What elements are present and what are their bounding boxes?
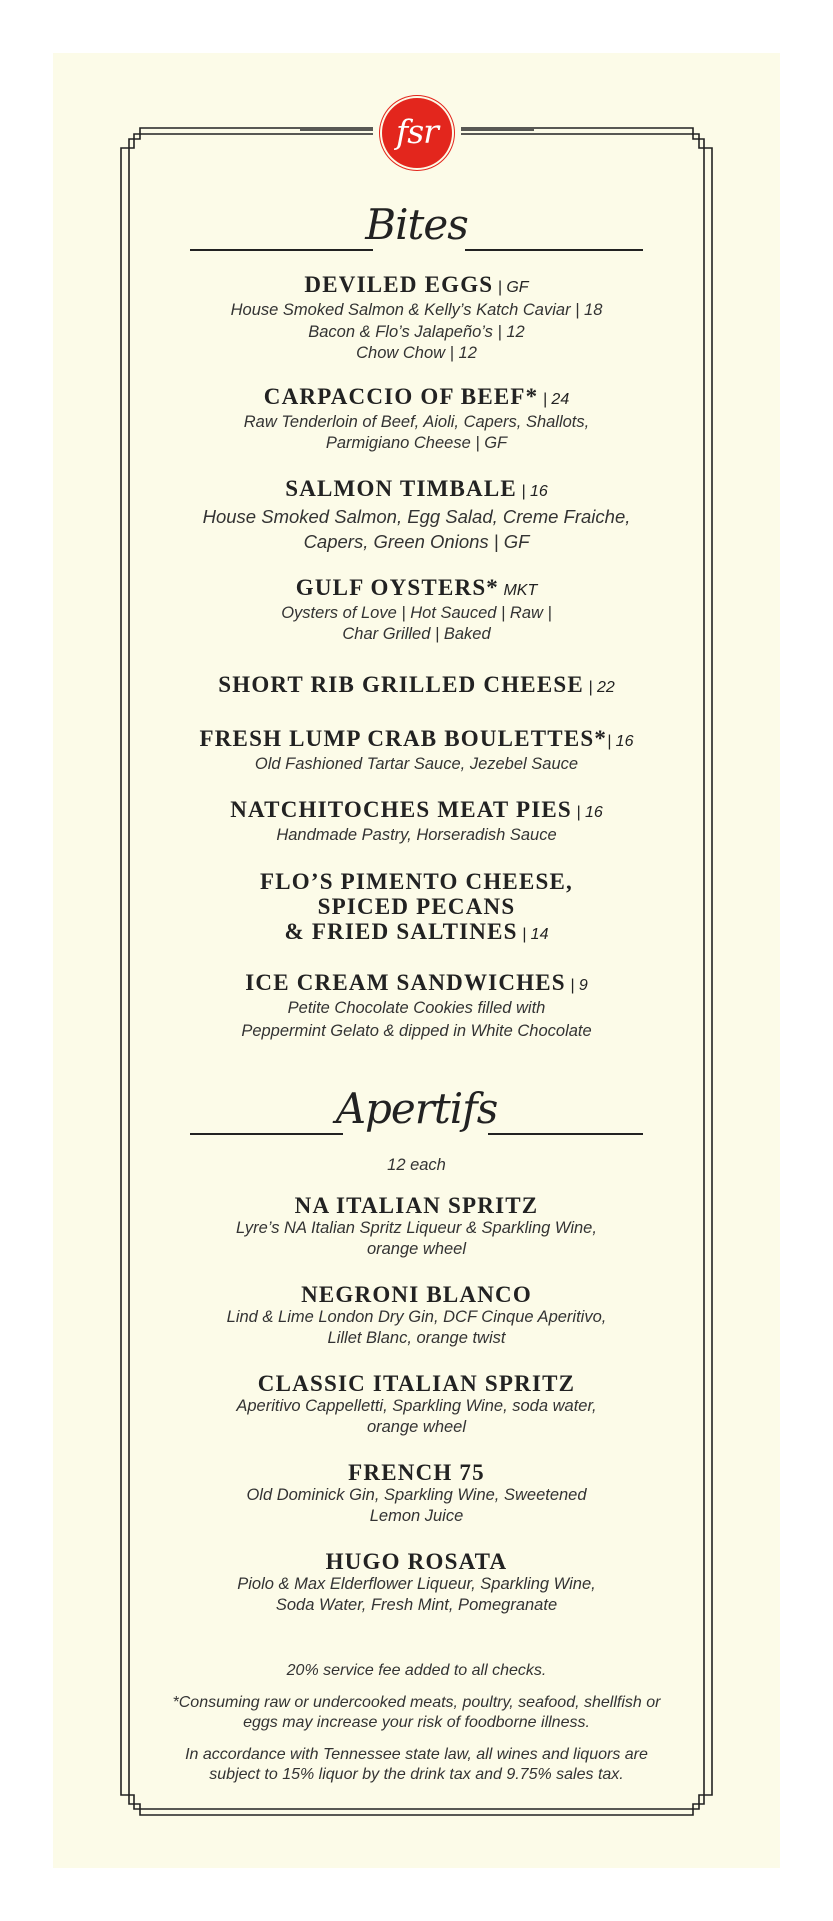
item-name: SHORT RIB GRILLED CHEESE: [218, 671, 584, 697]
item-description-line: Soda Water, Fresh Mint, Pomegranate: [275, 1596, 558, 1614]
bites-heading-text: Bites: [365, 200, 468, 249]
item-description-line: Old Dominick Gin, Sparkling Wine, Sweetened: [246, 1485, 587, 1504]
item-description-line: orange wheel: [366, 1418, 467, 1436]
item-name: NA ITALIAN SPRITZ: [294, 1192, 539, 1218]
item-name: DEVILED EGGS: [304, 272, 494, 297]
apertifs-list: [120, 1155, 713, 1617]
tax-notice-line: In accordance with Tennessee state law, all wines and liquors are: [185, 1746, 648, 1763]
item-name: NEGRONI BLANCO: [301, 1281, 532, 1307]
logo-text: fsr: [396, 111, 438, 151]
item-name: SALMON TIMBALE: [285, 475, 517, 501]
item-name: NATCHITOCHES MEAT PIES: [230, 797, 572, 822]
item-description-line: House Smoked Salmon & Kelly’s Katch Caviar | 18: [230, 301, 603, 319]
bites-heading: [190, 197, 643, 253]
item-price: | 16: [516, 482, 548, 500]
menu-item-crab-boulettes: [120, 726, 713, 776]
item-price: | 16: [571, 804, 603, 821]
item-description-line: Raw Tenderloin of Beef, Aioli, Capers, Shallots,: [243, 412, 590, 431]
item-price: | 24: [538, 390, 570, 408]
item-name: FRENCH 75: [348, 1459, 485, 1485]
menu-item-na-italian-spritz: [120, 1193, 713, 1261]
heading-rule-right: [488, 1133, 643, 1135]
menu-item-deviled-eggs: [120, 272, 713, 365]
menu-item-meat-pies: [120, 797, 713, 847]
item-description-line: Handmade Pastry, Horseradish Sauce: [276, 826, 557, 844]
consumer-notice-line: *Consuming raw or undercooked meats, poultry, seafood, shellfish or: [172, 1694, 661, 1711]
item-description-line: Piolo & Max Elderflower Liqueur, Sparkling Wine,: [237, 1574, 596, 1593]
menu-item-gulf-oysters: [120, 575, 713, 646]
item-name: ICE CREAM SANDWICHES: [245, 969, 566, 995]
item-name: FRESH LUMP CRAB BOULETTES*: [199, 725, 608, 751]
tax-notice-line: subject to 15% liquor by the drink tax and 9.75% sales tax.: [209, 1766, 624, 1783]
item-description-line: Capers, Green Onions | GF: [303, 530, 530, 552]
item-description-line: Lind & Lime London Dry Gin, DCF Cinque Aperitivo,: [226, 1307, 607, 1326]
item-description-line: Aperitivo Cappelletti, Sparkling Wine, soda water,: [236, 1396, 597, 1415]
menu-item-carpaccio: [120, 384, 713, 455]
item-name-line: FLO’S PIMENTO CHEESE,: [260, 868, 573, 894]
item-description-line: orange wheel: [366, 1240, 467, 1258]
menu-item-pimento-cheese: [120, 869, 713, 947]
item-name: CLASSIC ITALIAN SPRITZ: [257, 1370, 576, 1396]
apertifs-heading-text: Apertifs: [335, 1084, 498, 1133]
consumer-notice-line: eggs may increase your risk of foodborne illness.: [243, 1714, 590, 1731]
item-price: | 9: [565, 976, 588, 994]
item-description-line: Bacon & Flo’s Jalapeño’s | 12: [308, 322, 525, 341]
menu-item-classic-italian-spritz: [120, 1371, 713, 1439]
item-price: | GF: [493, 279, 529, 296]
footer-notes: [120, 1661, 713, 1785]
item-name: CARPACCIO OF BEEF*: [263, 383, 539, 409]
item-name: GULF OYSTERS*: [295, 574, 500, 600]
item-price: | 16: [607, 732, 634, 750]
apertifs-subtitle: 12 each: [387, 1156, 446, 1174]
item-description-line: Old Fashioned Tartar Sauce, Jezebel Sauce: [254, 754, 579, 773]
item-description-line: Oysters of Love | Hot Sauced | Raw |: [281, 603, 552, 622]
menu-item-french-75: [120, 1460, 713, 1528]
item-description-line: Char Grilled | Baked: [342, 625, 491, 643]
item-price: MKT: [499, 581, 538, 599]
menu-item-salmon-timbale: [120, 476, 713, 554]
item-price: | 14: [517, 925, 549, 943]
service-fee-note: 20% service fee added to all checks.: [286, 1662, 547, 1679]
item-description-line: Lemon Juice: [369, 1507, 464, 1525]
menu-item-short-rib-grilled-cheese: [120, 672, 713, 700]
bites-list: [120, 272, 713, 1043]
apertifs-heading: [190, 1081, 643, 1137]
item-description-line: Lyre’s NA Italian Spritz Liqueur & Sparkling Wine,: [236, 1218, 597, 1237]
item-description-line: Parmigiano Cheese | GF: [325, 434, 508, 452]
item-description-line: Chow Chow | 12: [356, 344, 477, 362]
fsr-logo: [382, 98, 452, 168]
item-name: HUGO ROSATA: [325, 1548, 508, 1574]
item-name-line: SPICED PECANS: [317, 893, 516, 919]
menu-item-hugo-rosata: [120, 1549, 713, 1617]
menu-item-negroni-blanco: [120, 1282, 713, 1350]
item-name: & FRIED SALTINES: [284, 918, 518, 944]
item-price: | 22: [583, 678, 615, 696]
menu-item-ice-cream-sandwiches: [120, 970, 713, 1043]
item-description-line: Peppermint Gelato & dipped in White Chocolate: [241, 1022, 592, 1040]
item-description-line: House Smoked Salmon, Egg Salad, Creme Fraiche,: [202, 505, 631, 527]
item-description-line: Petite Chocolate Cookies filled with: [287, 998, 546, 1017]
item-description-line: Lillet Blanc, orange twist: [327, 1329, 506, 1347]
heading-rule-right: [465, 249, 643, 251]
